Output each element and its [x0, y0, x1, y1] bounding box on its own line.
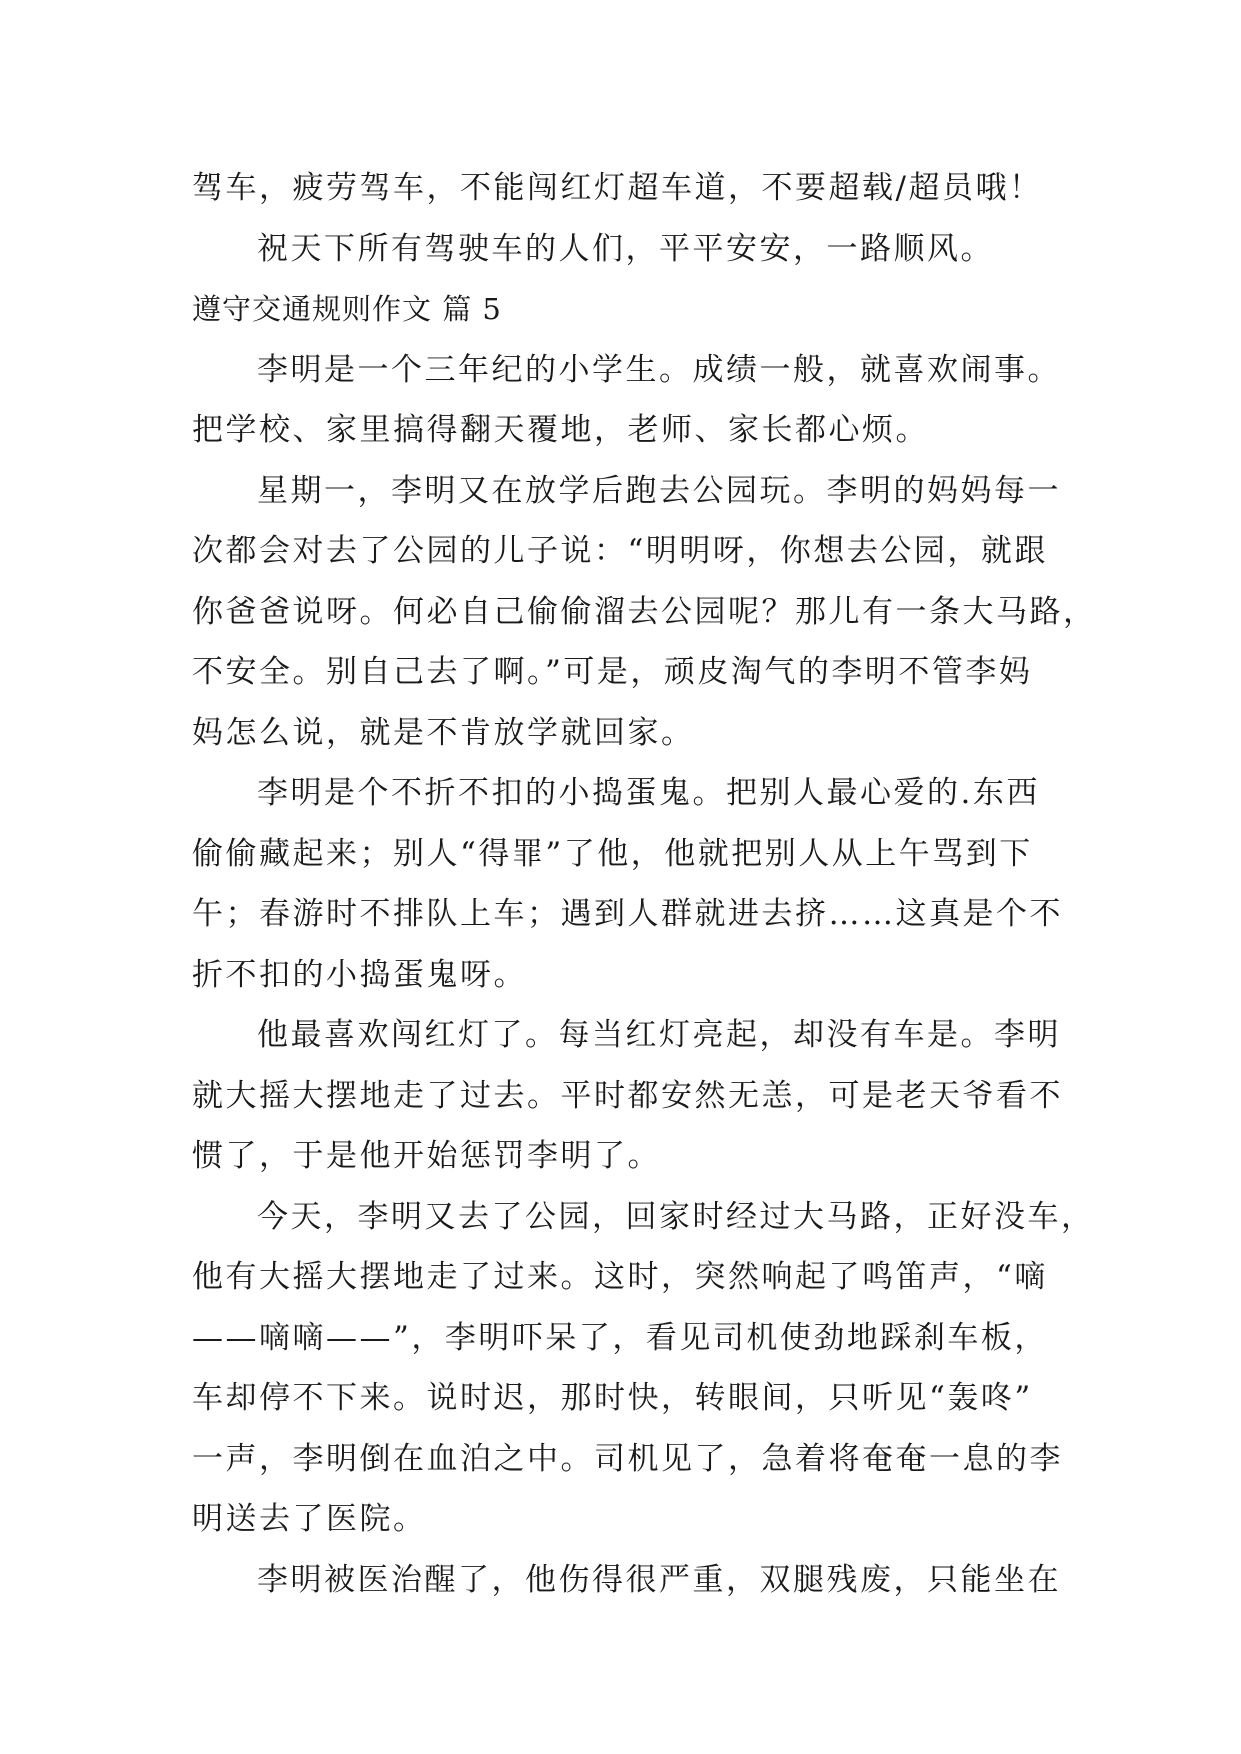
paragraph-line: 星期一，李明又在放学后跑去公园玩。李明的妈妈每一 — [257, 472, 1061, 509]
paragraph-line: 妈怎么说，就是不肯放学就回家。 — [192, 714, 695, 751]
paragraph-line: ——嘀嘀——”，李明吓呆了，看见司机使劲地踩刹车板， — [192, 1319, 1048, 1356]
paragraph-line: 惯了，于是他开始惩罚李明了。 — [192, 1138, 661, 1174]
paragraph-line: 把学校、家里搞得翻天覆地，老师、家长都心烦。 — [192, 412, 929, 448]
paragraph-line: 折不扣的小捣蛋鬼呀。 — [192, 956, 527, 993]
section-heading: 遵守交通规则作文 篇 5 — [192, 292, 502, 326]
paragraph-line: 李明是一个三年纪的小学生。成绩一般，就喜欢闹事。 — [257, 351, 1061, 388]
paragraph-line: 明送去了医院。 — [192, 1501, 427, 1537]
paragraph-line: 一声，李明倒在血泊之中。司机见了，急着将奄奄一息的李 — [192, 1440, 1063, 1477]
paragraph-line: 李明是个不折不扣的小捣蛋鬼。把别人最心爱的.东西 — [257, 775, 1040, 811]
paragraph-line: 今天，李明又去了公园，回家时经过大马路，正好没车， — [257, 1198, 1095, 1235]
paragraph-line: 他有大摇大摆地走了过来。这时，突然响起了鸣笛声，“嘀 — [192, 1259, 1048, 1295]
paragraph-line: 偷偷藏起来；别人“得罪”了他，他就把别人从上午骂到下 — [192, 835, 1033, 872]
paragraph-line: 车却停不下来。说时迟，那时快，转眼间，只听见“轰咚” — [192, 1380, 1033, 1416]
paragraph-line: 你爸爸说呀。何必自己偷偷溜去公园呢？那儿有一条大马路， — [192, 593, 1097, 630]
paragraph-line: 祝天下所有驾驶车的人们，平平安安，一路顺风。 — [257, 230, 994, 267]
paragraph-line: 他最喜欢闯红灯了。每当红灯亮起，却没有车是。李明 — [257, 1017, 1061, 1053]
paragraph-line: 李明被医治醒了，他伤得很严重，双腿残废，只能坐在 — [257, 1561, 1061, 1598]
paragraph-line: 午；春游时不排队上车；遇到人群就进去挤……这真是个不 — [192, 896, 1063, 932]
paragraph-line: 驾车，疲劳驾车，不能闯红灯超车道，不要超载/超员哦！ — [192, 170, 1043, 206]
article-body — [192, 158, 1097, 1610]
paragraph-line: 次都会对去了公园的儿子说：“明明呀，你想去公园，就跟 — [192, 533, 1048, 569]
paragraph-line: 就大摇大摆地走了过去。平时都安然无恙，可是老天爷看不 — [192, 1077, 1063, 1114]
paragraph-line: 不安全。别自己去了啊。”可是，顽皮淘气的李明不管李妈 — [192, 654, 1033, 690]
